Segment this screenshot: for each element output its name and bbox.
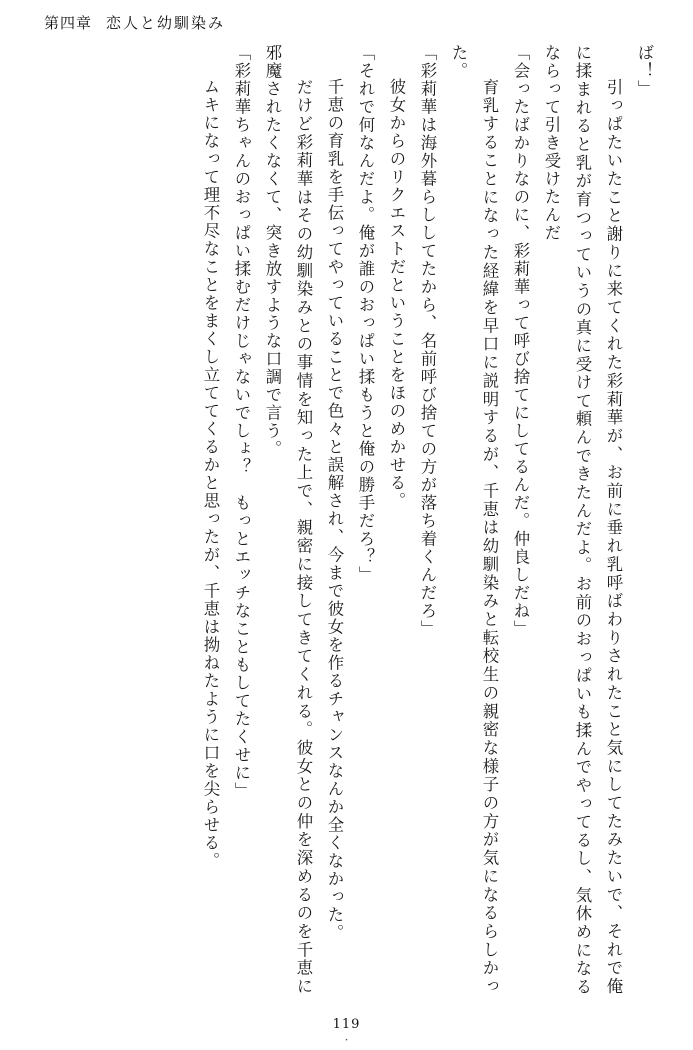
page-number: 119 [332, 1017, 361, 1032]
paragraph: ムキになって理不尽なことをまくし立ててくるかと思ったが、千恵は拗ねたように口を尖らせる。 [201, 60, 220, 871]
paragraph: 育乳することになった経緯を早口に説明するが、千恵は幼馴染みと転校生の親密な様子の方が気になるらしかった。 [449, 44, 499, 996]
paragraph: ば！」 [635, 44, 654, 98]
paragraph: 「それで何なんだよ。俺が誰のおっぱい揉もうと俺の勝手だろ？」 [356, 44, 375, 584]
paragraph: 千恵の育乳を手伝ってやっていることで色々と誤解され、今まで彼女を作るチャンスなんか全くなかった。 [325, 60, 344, 943]
folio-mark: ・ [341, 1036, 351, 1046]
paragraph: 「彩莉華は海外暮らししてたから、名前呼び捨ての方が落ち着くんだろ」 [418, 44, 437, 638]
chapter-number: 第四章 [44, 14, 93, 32]
paragraph: 彼女からのリクエストだということをほのめかせる。 [387, 60, 406, 511]
paragraph: だけど彩莉華はその幼馴染みとの事情を知った上で、親密に接してきてくれる。彼女との仲を深めるのを千恵に邪魔されたくなくて、突き放すような口調で言う。 [263, 44, 313, 996]
chapter-title: 恋人と幼馴染み [106, 14, 226, 32]
paragraph: 「彩莉華ちゃんのおっぱい揉むだけじゃないでしょ？ もっとエッチなこともしてたくせに」 [232, 44, 251, 800]
running-header [44, 12, 225, 33]
paragraph: 「会ったばかりなのに、彩莉華って呼び捨てにしてるんだ。仲良しだね」 [511, 44, 530, 638]
body-text [34, 44, 660, 996]
paragraph: 引っぱたいたこと謝りに来てくれた彩莉華が、お前に垂れ乳呼ばわりされたこと気にしてたみたいで、それで俺に揉まれると乳が育つっていうの真に受けて頼んできたんだよ。お前のおっぱいも揉んでやってるし、気休めになるならって引き受けたんだ [542, 44, 623, 996]
